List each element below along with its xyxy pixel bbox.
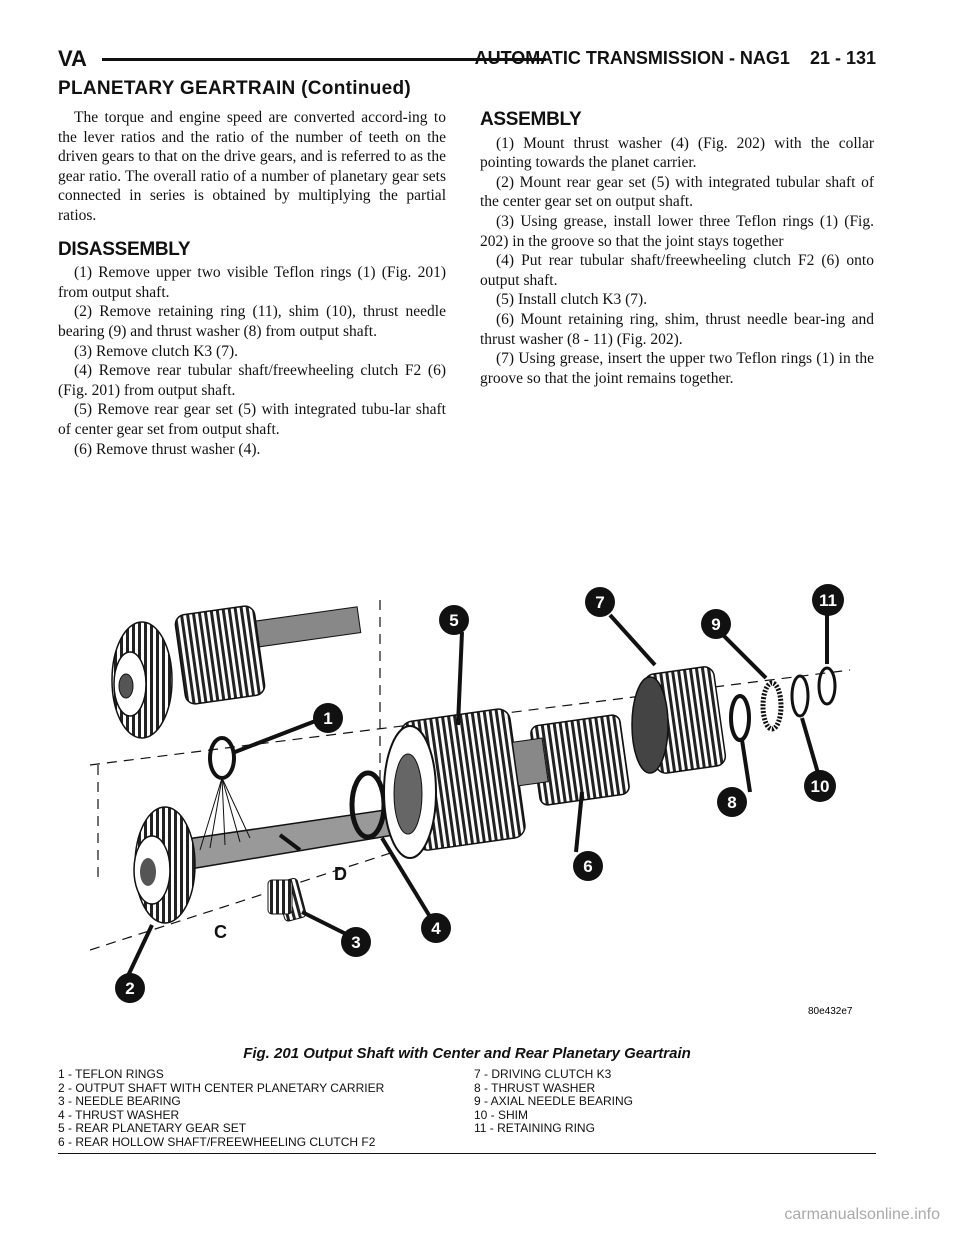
svg-text:9: 9 (711, 615, 721, 634)
intro-paragraph: The torque and engine speed are converted accord-ing to the lever ratios and the ratio of the number of teeth on the driven gears to that on the drive gears, and is referred to as the gear ratio. The overall ratio of a number of planetary gear sets connected in series is obtained by multiplying the partial ratios. (58, 109, 446, 224)
driving-clutch-shape (632, 666, 727, 775)
svg-text:1: 1 (323, 709, 333, 728)
callout-2 (115, 973, 145, 1003)
thrust-washer-8-shape (731, 696, 749, 740)
svg-text:2: 2 (125, 979, 135, 998)
teflon-ring-shape (210, 738, 234, 778)
assembly-step: (1) Mount thrust washer (4) (Fig. 202) with the collar pointing towards the planet carrier. (480, 134, 874, 172)
letter-d-label: D (334, 864, 347, 884)
disassembly-step: (2) Remove retaining ring (11), shim (10), thrust needle bearing (9) and thrust washer (8) from output shaft. (58, 303, 446, 340)
svg-text:3: 3 (351, 933, 361, 952)
assembly-heading: ASSEMBLY (480, 109, 582, 130)
legend-column-right (474, 1068, 633, 1136)
shim-shape (792, 676, 808, 716)
left-column (58, 108, 446, 459)
svg-text:4: 4 (431, 919, 441, 938)
legend-item: 11 - RETAINING RING (474, 1121, 595, 1136)
legend-item: 2 - OUTPUT SHAFT WITH CENTER PLANETARY CARRIER (58, 1080, 385, 1095)
right-column (480, 110, 874, 388)
assembly-step: (7) Using grease, insert the upper two Teflon rings (1) in the groove so that the joint remains together. (480, 350, 874, 387)
callout-6 (573, 851, 603, 881)
callout-4 (421, 913, 451, 943)
legend-item: 3 - NEEDLE BEARING (58, 1094, 181, 1109)
letter-c-label: C (214, 922, 227, 942)
assembly-step: (5) Install clutch K3 (7). (496, 291, 648, 309)
assembly-step: (6) Mount retaining ring, shim, thrust needle bear-ing and thrust washer (8 - 11) (Fig. 202). (480, 310, 874, 348)
retaining-ring-shape (819, 668, 835, 704)
legend-item: 8 - THRUST WASHER (474, 1080, 596, 1095)
disassembly-step: (3) Remove clutch K3 (7). (74, 342, 238, 360)
exploded-view-illustration (90, 580, 880, 1020)
figure-caption: Fig. 201 Output Shaft with Center and Rear Planetary Geartrain (243, 1045, 691, 1062)
bottom-rule (58, 1153, 876, 1154)
legend-item: 9 - AXIAL NEEDLE BEARING (474, 1094, 633, 1109)
svg-text:8: 8 (727, 793, 737, 812)
watermark: carmanualsonline.info (784, 1206, 940, 1223)
callout-11 (812, 584, 844, 616)
legend-item: 5 - REAR PLANETARY GEAR SET (58, 1121, 247, 1136)
legend-item: 4 - THRUST WASHER (58, 1107, 180, 1122)
header-model: VA (58, 46, 87, 71)
svg-text:7: 7 (595, 593, 605, 612)
figure-code: 80e432e7 (808, 1006, 853, 1017)
legend-item: 7 - DRIVING CLUTCH K3 (474, 1067, 612, 1081)
callout-8 (717, 787, 747, 817)
assembly-step: (2) Mount rear gear set (5) with integrated tubular shaft of the center gear set on output shaft. (480, 173, 874, 211)
disassembly-step: (4) Remove rear tubular shaft/freewheeling clutch F2 (6) (Fig. 201) from output shaft. (58, 362, 446, 399)
header-section: AUTOMATIC TRANSMISSION - NAG1 21 - 131 (474, 48, 876, 68)
callout-1 (313, 703, 343, 733)
callout-9 (701, 609, 731, 639)
section-title: PLANETARY GEARTRAIN (Continued) (58, 78, 412, 99)
axial-bearing-shape (763, 683, 781, 729)
legend-item: 6 - REAR HOLLOW SHAFT/FREEWHEELING CLUTCH F2 (58, 1134, 376, 1149)
svg-text:11: 11 (819, 591, 837, 610)
callout-7 (585, 587, 615, 617)
rear-gear-set-shape (384, 708, 526, 858)
needle-bearing-shape (268, 880, 292, 914)
callout-10 (804, 770, 836, 802)
svg-text:5: 5 (449, 611, 459, 630)
disassembly-step: (6) Remove thrust washer (4). (74, 440, 261, 458)
svg-text:10: 10 (810, 777, 830, 796)
page-header (58, 46, 876, 74)
callout-5 (439, 605, 469, 635)
legend-item: 1 - TEFLON RINGS (58, 1067, 164, 1081)
assembly-step: (4) Put rear tubular shaft/freewheeling clutch F2 (6) onto output shaft. (480, 252, 874, 289)
legend-item: 10 - SHIM (474, 1107, 529, 1122)
svg-text:6: 6 (583, 857, 593, 876)
freewheel-clutch-shape (512, 714, 630, 806)
legend-column-left (58, 1068, 384, 1150)
callout-3 (341, 927, 371, 957)
disassembly-heading: DISASSEMBLY (58, 238, 191, 260)
assembly-step: (3) Using grease, install lower three Teflon rings (1) (Fig. 202) in the groove so that the joint stays together (480, 212, 874, 250)
disassembly-step: (1) Remove upper two visible Teflon rings (1) (Fig. 201) from output shaft. (58, 264, 446, 301)
disassembly-step: (5) Remove rear gear set (5) with integrated tubu-lar shaft of center gear set from output shaft. (58, 401, 446, 438)
